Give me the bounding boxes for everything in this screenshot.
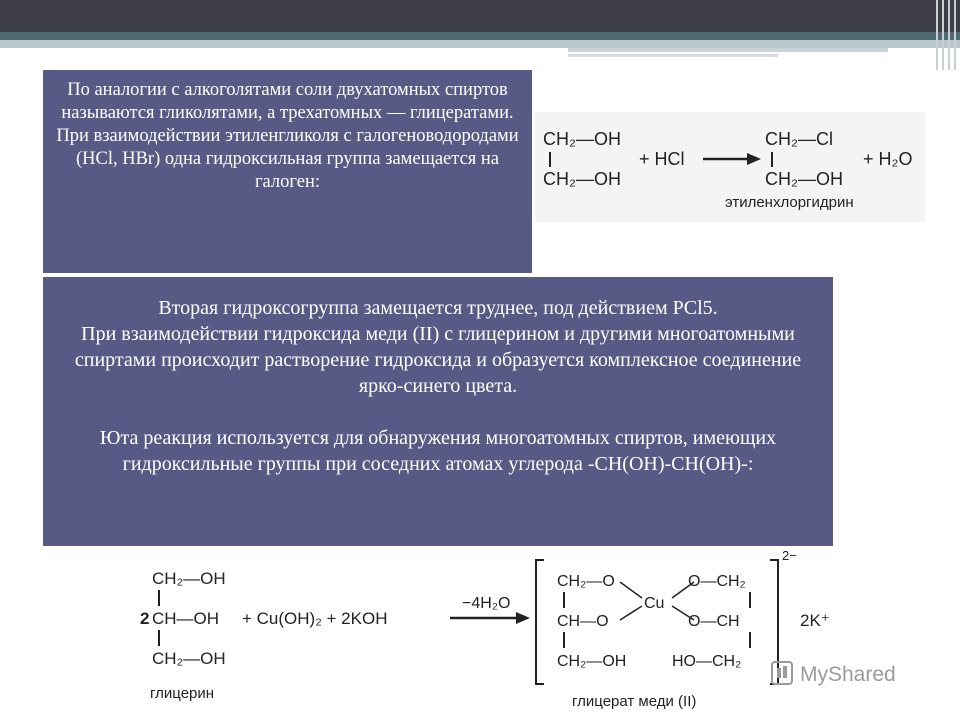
- r2-left-ch: CH—O: [557, 613, 609, 630]
- reaction-glycerin-copper: [132, 546, 932, 718]
- r2-reagents: + Cu(OH)₂ + 2KOH: [242, 609, 388, 628]
- presentation-icon: [772, 662, 792, 684]
- r2-right-hoch2: HO—CH₂: [672, 653, 742, 670]
- text-box-main: [43, 277, 833, 546]
- r2-counter-ion: 2K⁺: [800, 611, 830, 630]
- r1-product-bottom: CH₂—OH: [765, 169, 843, 189]
- r2-arrow-label: −4H₂O: [462, 595, 511, 612]
- decor-stripe: [568, 48, 888, 52]
- title-bar: [0, 0, 960, 32]
- r1-reactant-top: CH₂—OH: [543, 129, 621, 149]
- r2-cu: Cu: [644, 595, 665, 612]
- r1-plus-water: + H₂O: [863, 149, 913, 169]
- r2-gly-top: CH₂—OH: [152, 569, 226, 588]
- decor-stripe: [568, 54, 778, 57]
- r2-gly-mid: CH—OH: [152, 609, 220, 628]
- r2-label-product: глицерат меди (II): [572, 693, 697, 710]
- text-box-intro: [43, 70, 532, 273]
- reaction-ethylene-glycol-hcl: [535, 112, 925, 222]
- main-paragraph-3: Юта реакция используется для обнаружения многоатомных спиртов, имеющих гидроксильные группы при соседних атомах углерода -CH(OH)-CH(OH)-:: [99, 427, 777, 475]
- main-paragraph-2: При взаимодействии гидроксида меди (II) с глицерином и другими многоатомными спиртами происходит растворение гидроксида и образуется комплексное соединение ярко-синего цвета.: [74, 323, 802, 397]
- r2-label-glycerin: глицерин: [150, 685, 215, 702]
- decor-stripe: [0, 40, 960, 48]
- watermark-text: MyShared: [800, 663, 896, 686]
- decor-stripe: [0, 32, 960, 40]
- watermark: [770, 656, 930, 692]
- intro-paragraph-2: При взаимодействии этиленгликоля с галогеноводородами (HCl, HBr) одна гидроксильная группа замещается на галоген:: [56, 126, 519, 192]
- r2-left-ch2oh: CH₂—OH: [557, 653, 627, 670]
- r1-product-top: CH₂—Cl: [765, 129, 833, 149]
- r2-left-ch2: CH₂—O: [557, 573, 615, 590]
- r1-plus-hcl: + HCl: [639, 149, 685, 169]
- r2-coef: 2: [140, 609, 150, 628]
- r2-right-ch2: O—CH₂: [688, 573, 746, 590]
- decor-lines: [932, 0, 960, 70]
- main-paragraph-1: Вторая гидроксогруппа замещается труднее, под действием PCl5.: [158, 297, 718, 319]
- r1-product-name: этиленхлоргидрин: [725, 194, 854, 211]
- intro-paragraph-1: По аналогии с алкоголятами соли двухатомных спиртов называются гликолятами, а трехатомных — глицератами.: [61, 80, 514, 123]
- r1-reactant-bottom: CH₂—OH: [543, 169, 621, 189]
- r2-right-ch: O—CH: [688, 613, 740, 630]
- r2-gly-bot: CH₂—OH: [152, 649, 226, 668]
- r2-charge: 2−: [782, 548, 797, 563]
